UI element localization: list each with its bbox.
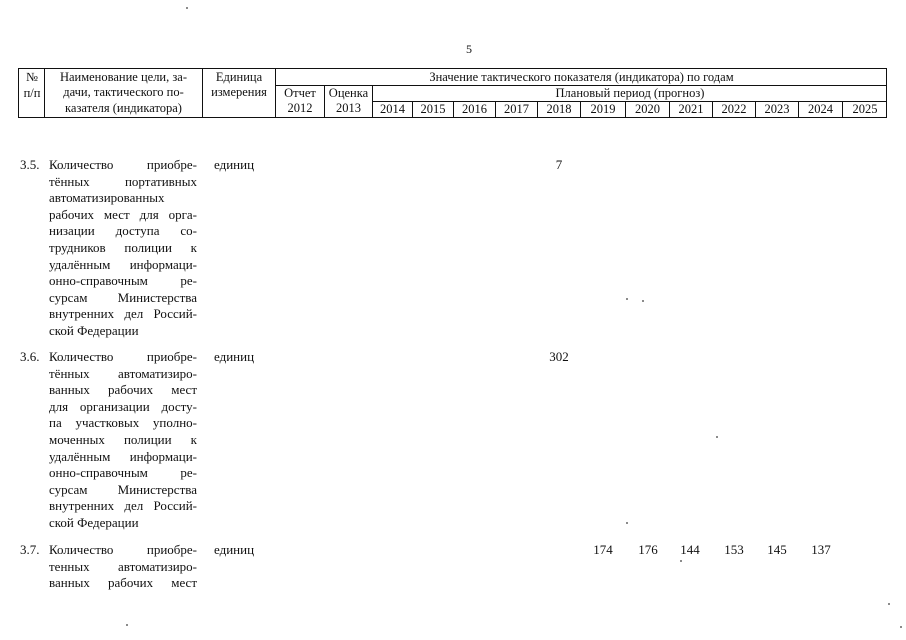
- value-2018: 302: [549, 349, 569, 364]
- header-estimate-year: 2013: [336, 101, 361, 115]
- header-year-2016: 2016: [462, 102, 487, 116]
- table-header: [18, 68, 887, 118]
- row-number: 3.6.: [20, 349, 40, 364]
- indicator-name: Количество приобре- тённых автоматизиро- ванных рабочих мест для организации досту- па участковых уполно- моченных полиции к удалённым информаци- онно-справочным ре- сурсам Министерства внутренних дел Россий- ской Федерации: [49, 349, 197, 530]
- row-number: 3.5.: [20, 157, 40, 172]
- scan-speck: [642, 300, 644, 302]
- scan-speck: [126, 624, 128, 626]
- value-2021: 144: [680, 542, 700, 557]
- scan-speck: [716, 436, 718, 438]
- header-year-2021: 2021: [678, 102, 704, 116]
- header-year-2018: 2018: [546, 102, 572, 116]
- row-number: 3.7.: [20, 542, 40, 557]
- value-2022: 153: [724, 542, 744, 557]
- value-2024: 137: [811, 542, 831, 557]
- header-name-line2: дачи, тактического по-: [63, 85, 184, 99]
- scan-speck: [626, 522, 628, 524]
- header-year-2014: 2014: [380, 102, 405, 116]
- header-name-line3: казателя (индикатора): [65, 101, 182, 115]
- scan-speck: [900, 626, 902, 628]
- header-year-2015: 2015: [420, 102, 446, 116]
- header-year-2019: 2019: [590, 102, 616, 116]
- unit-of-measure: единиц: [214, 542, 255, 557]
- header-year-2017: 2017: [504, 102, 529, 116]
- header-unit-line1: Единица: [215, 70, 263, 84]
- header-planned-period: Плановый период (прогноз): [555, 86, 705, 100]
- header-num-line2: п/п: [23, 86, 41, 100]
- header-year-2025: 2025: [852, 102, 878, 116]
- scan-speck: [888, 603, 890, 605]
- scan-speck: [626, 298, 628, 300]
- value-2020: 176: [638, 542, 658, 557]
- unit-of-measure: единиц: [214, 157, 255, 172]
- header-values-title: Значение тактического показателя (индикатора) по годам: [429, 70, 734, 84]
- indicator-name: Количество приобре- тенных автоматизиро- ванных рабочих мест: [49, 542, 197, 591]
- value-2018: 7: [555, 157, 563, 172]
- scan-speck: [680, 560, 682, 562]
- header-report-label: Отчет: [284, 86, 316, 100]
- header-estimate-label: Оценка: [328, 86, 369, 100]
- scan-speck: [186, 7, 188, 9]
- unit-of-measure: единиц: [214, 349, 255, 364]
- header-report-year: 2012: [287, 101, 313, 115]
- value-2019: 174: [593, 542, 613, 557]
- header-year-2023: 2023: [764, 102, 790, 116]
- header-unit-line2: измерения: [211, 85, 267, 99]
- indicator-name: Количество приобре- тённых портативных автоматизированных рабочих мест для орга- низации доступа со- трудников полиции к удалённым информаци- онно-справочным ре- сурсам Министерства внутренних дел Россий- ской Федерации: [49, 157, 197, 338]
- header-num-line1: №: [26, 70, 38, 84]
- header-year-2020: 2020: [635, 102, 660, 116]
- page-number: 5: [466, 42, 472, 56]
- header-year-2024: 2024: [808, 102, 833, 116]
- header-year-2022: 2022: [721, 102, 747, 116]
- value-2023: 145: [767, 542, 787, 557]
- header-name-line1: Наименование цели, за-: [59, 70, 188, 84]
